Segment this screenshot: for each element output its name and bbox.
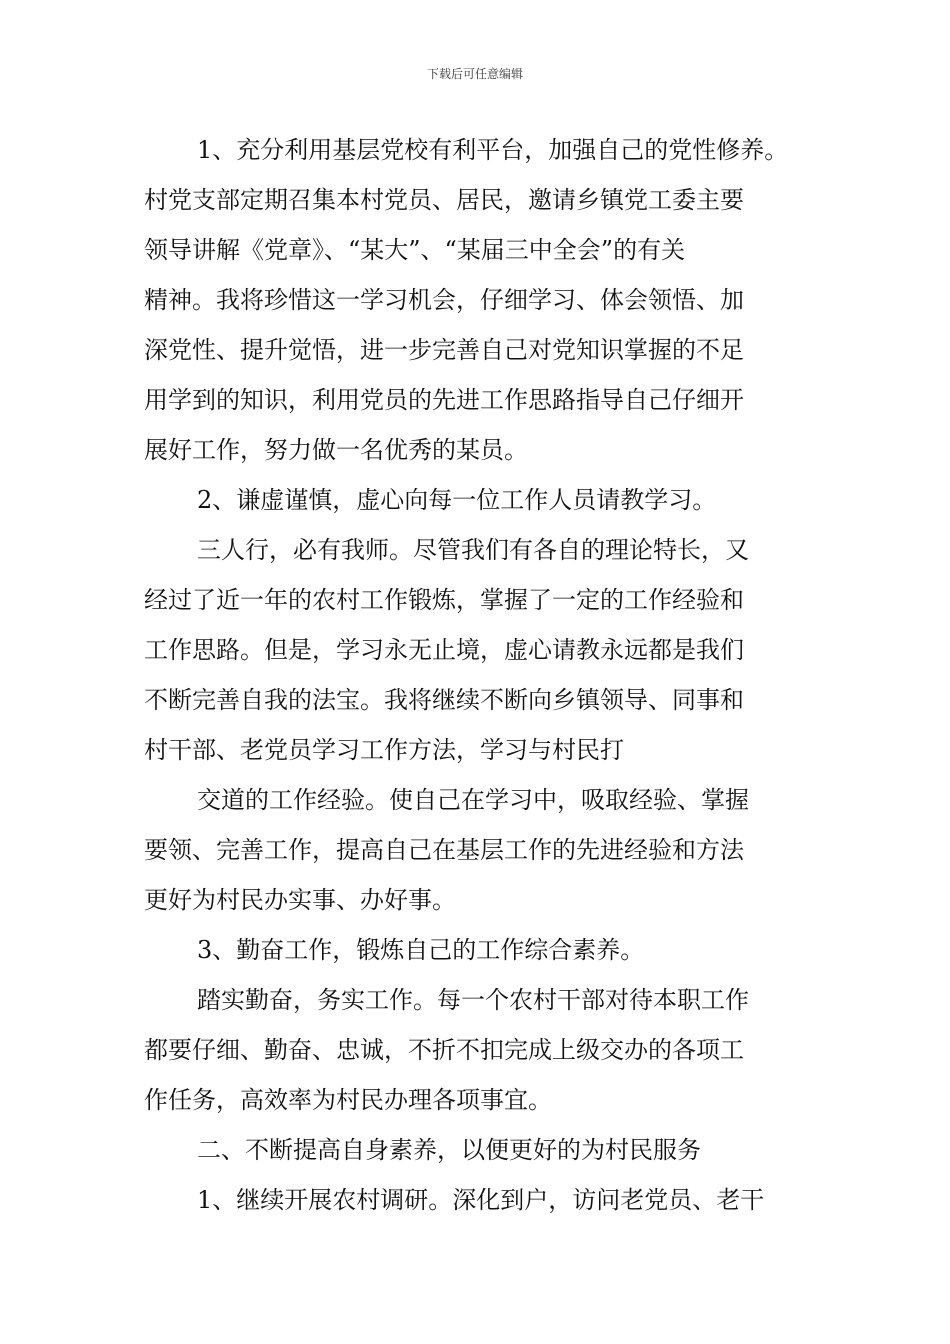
section-heading: 2、谦虚谨慎，虚心向每一位工作人员请教学习。 bbox=[197, 486, 717, 514]
paragraph-line: 要领、完善工作，提高自己在基层工作的先进经验和方法 bbox=[144, 836, 744, 864]
paragraph-line: 不断完善自我的法宝。我将继续不断向乡镇领导、同事和 bbox=[144, 686, 744, 714]
paragraph-line: 1、充分利用基层党校有利平台，加强自己的党性修养。 bbox=[197, 136, 789, 164]
paragraph-line: 村党支部定期召集本村党员、居民，邀请乡镇党工委主要 bbox=[144, 186, 744, 214]
paragraph-line: 村干部、老党员学习工作方法，学习与村民打 bbox=[144, 736, 624, 764]
paragraph-line: 领导讲解《党章》、“某大”、“某届三中全会”的有关 bbox=[144, 236, 686, 264]
paragraph-line: 1、继续开展农村调研。深化到户，访问老党员、老干 bbox=[197, 1186, 765, 1214]
paragraph-line: 踏实勤奋，务实工作。每一个农村干部对待本职工作 bbox=[197, 986, 749, 1014]
section-heading: 3、勤奋工作，锻炼自己的工作综合素养。 bbox=[197, 936, 645, 964]
paragraph-line: 交道的工作经验。使自己在学习中，吸取经验、掌握 bbox=[197, 786, 749, 814]
section-heading: 二、不断提高自身素养，以便更好的为村民服务 bbox=[197, 1136, 701, 1164]
paragraph-line: 展好工作，努力做一名优秀的某员。 bbox=[144, 436, 528, 464]
paragraph-line: 用学到的知识，利用党员的先进工作思路指导自己仔细开 bbox=[144, 386, 744, 414]
paragraph-line: 作任务，高效率为村民办理各项事宜。 bbox=[144, 1086, 552, 1114]
paragraph-line: 三人行，必有我师。尽管我们有各自的理论特长，又 bbox=[197, 536, 749, 564]
paragraph-line: 深党性、提升觉悟，进一步完善自己对党知识掌握的不足 bbox=[144, 336, 744, 364]
paragraph-line: 更好为村民办实事、办好事。 bbox=[144, 886, 456, 914]
paragraph-line: 经过了近一年的农村工作锻炼，掌握了一定的工作经验和 bbox=[144, 586, 744, 614]
document-body bbox=[144, 125, 824, 1225]
paragraph-line: 都要仔细、勤奋、忠诚，不折不扣完成上级交办的各项工 bbox=[144, 1036, 744, 1064]
page-header: 下载后可任意编辑 bbox=[426, 67, 523, 81]
paragraph-line: 精神。我将珍惜这一学习机会，仔细学习、体会领悟、加 bbox=[144, 286, 744, 314]
paragraph-line: 工作思路。但是，学习永无止境，虚心请教永远都是我们 bbox=[144, 636, 744, 664]
